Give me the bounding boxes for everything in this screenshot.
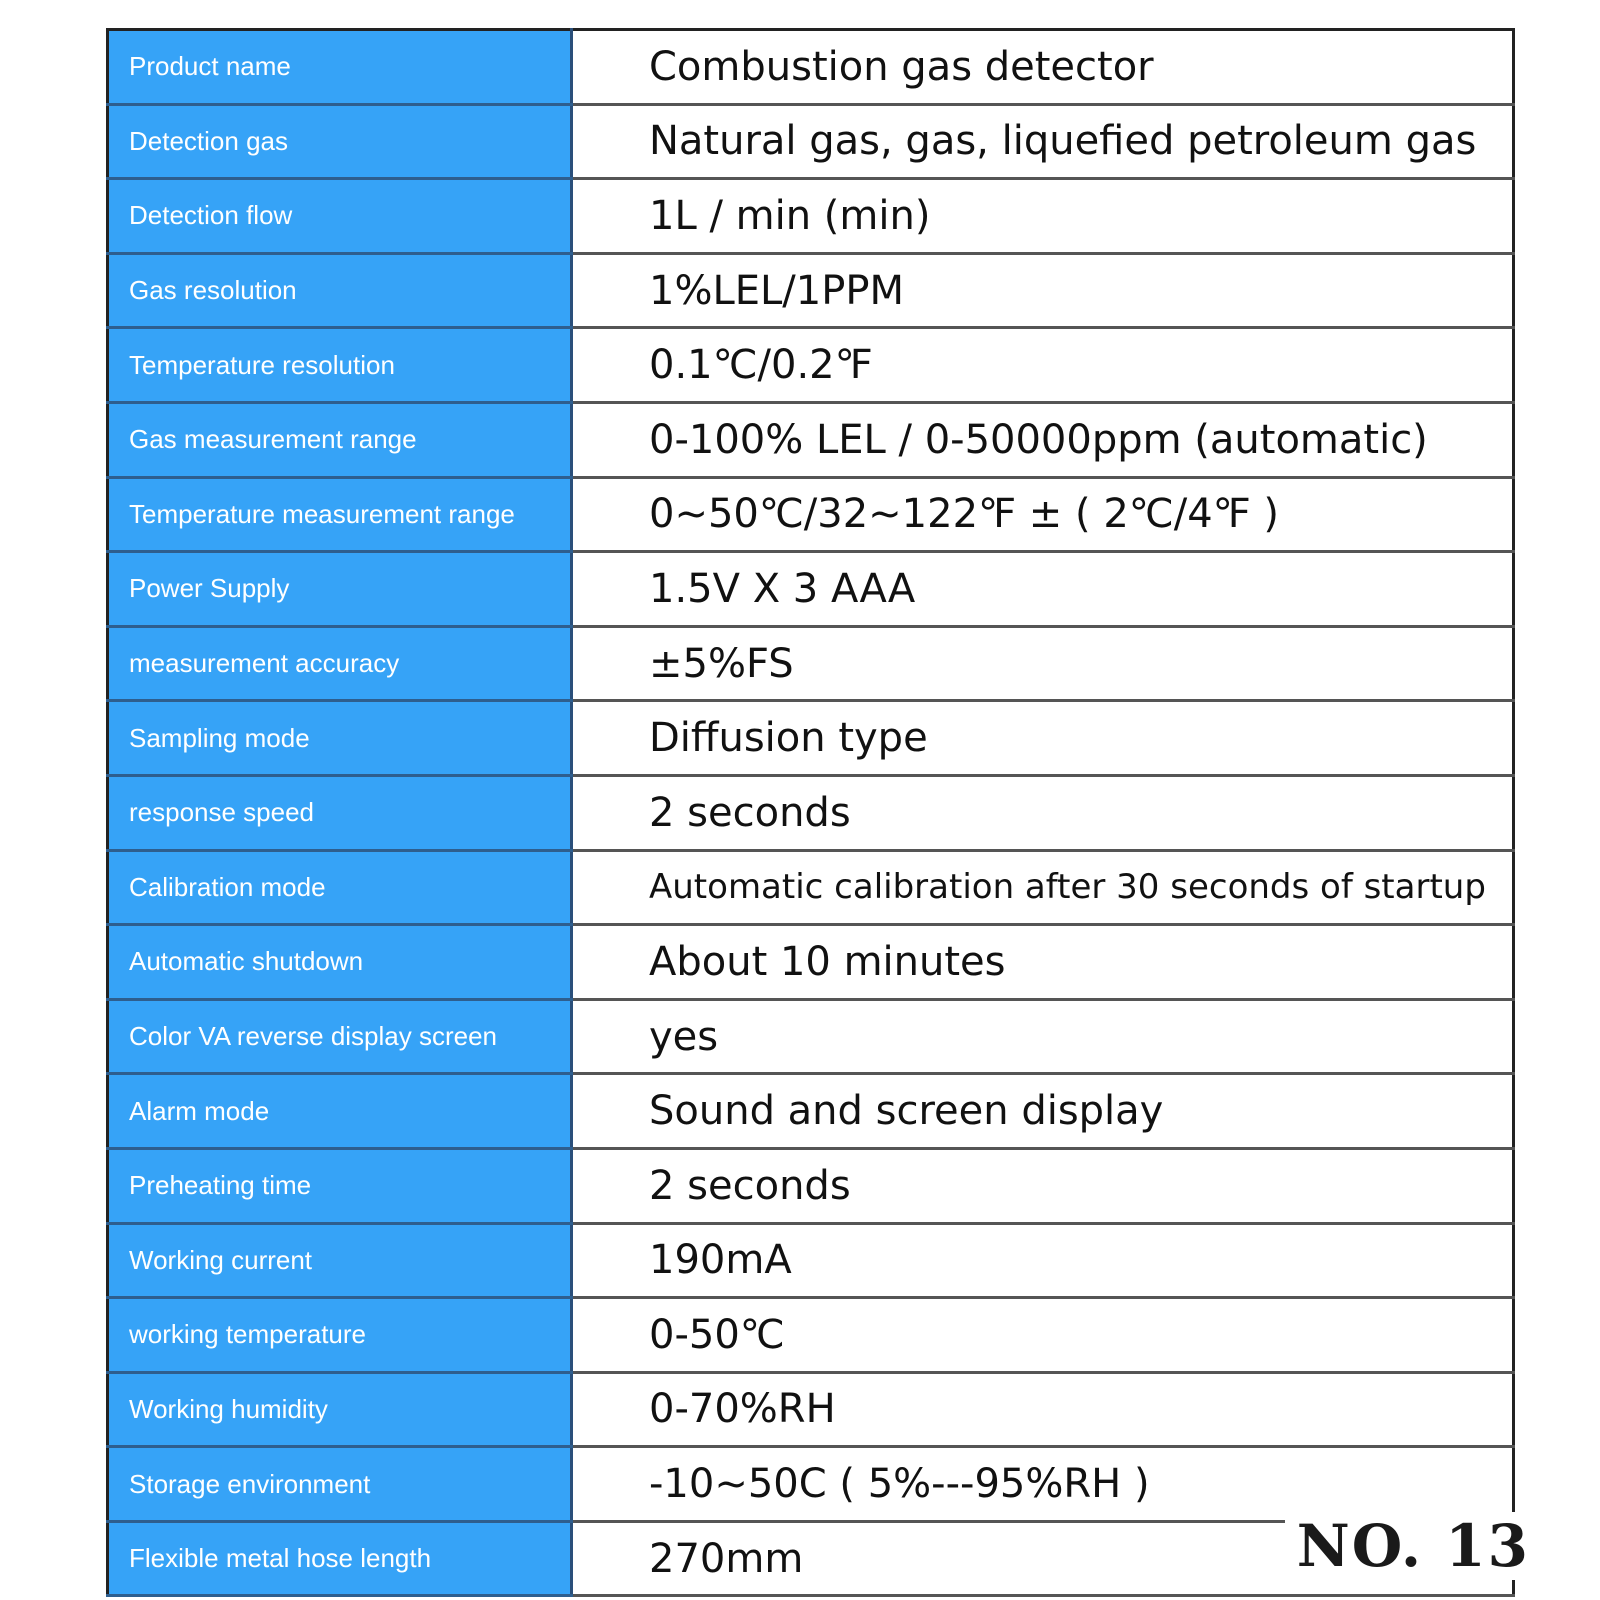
spec-value: 190mA — [572, 1223, 1514, 1298]
spec-value: 2 seconds — [572, 1148, 1514, 1223]
spec-label: Detection gas — [108, 104, 572, 179]
table-row — [108, 477, 1514, 552]
table-row — [108, 30, 1514, 105]
table-row — [108, 1447, 1514, 1522]
table-row — [108, 253, 1514, 328]
spec-label: Working current — [108, 1223, 572, 1298]
spec-label: Temperature resolution — [108, 328, 572, 403]
spec-value: 0~50℃/32~122℉ ± ( 2℃/4℉ ) — [572, 477, 1514, 552]
spec-label: Detection flow — [108, 179, 572, 254]
table-row — [108, 925, 1514, 1000]
spec-label: Gas resolution — [108, 253, 572, 328]
spec-label: Color VA reverse display screen — [108, 999, 572, 1074]
spec-value: 1%LEL/1PPM — [572, 253, 1514, 328]
table-row — [108, 626, 1514, 701]
table-row — [108, 552, 1514, 627]
spec-value: About 10 minutes — [572, 925, 1514, 1000]
number-stamp: NO. 13 — [1285, 1512, 1542, 1580]
spec-label: working temperature — [108, 1298, 572, 1373]
spec-label: Working humidity — [108, 1372, 572, 1447]
table-row — [108, 775, 1514, 850]
spec-value: Diffusion type — [572, 701, 1514, 776]
spec-label: response speed — [108, 775, 572, 850]
spec-label: Sampling mode — [108, 701, 572, 776]
spec-value: ±5%FS — [572, 626, 1514, 701]
spec-label: Preheating time — [108, 1148, 572, 1223]
spec-label: Product name — [108, 30, 572, 105]
spec-value: Sound and screen display — [572, 1074, 1514, 1149]
table-row — [108, 328, 1514, 403]
spec-value: 2 seconds — [572, 775, 1514, 850]
spec-value: Automatic calibration after 30 seconds of startup — [572, 850, 1514, 925]
spec-value: 270mm — [572, 1521, 1514, 1596]
spec-label: Gas measurement range — [108, 402, 572, 477]
spec-label: Storage environment — [108, 1447, 572, 1522]
spec-label: Temperature measurement range — [108, 477, 572, 552]
spec-label: measurement accuracy — [108, 626, 572, 701]
spec-label: Power Supply — [108, 552, 572, 627]
spec-value: 0-50℃ — [572, 1298, 1514, 1373]
table-row — [108, 179, 1514, 254]
spec-value: 0-70%RH — [572, 1372, 1514, 1447]
table-row — [108, 701, 1514, 776]
spec-value: -10~50C ( 5%---95%RH ) — [572, 1447, 1514, 1522]
spec-value: yes — [572, 999, 1514, 1074]
table-row — [108, 1372, 1514, 1447]
spec-label: Calibration mode — [108, 850, 572, 925]
table-row — [108, 104, 1514, 179]
table-row — [108, 850, 1514, 925]
spec-label: Automatic shutdown — [108, 925, 572, 1000]
table-row — [108, 402, 1514, 477]
spec-value: 0-100% LEL / 0-50000ppm (automatic) — [572, 402, 1514, 477]
spec-value: Natural gas, gas, liquefied petroleum gas — [572, 104, 1514, 179]
spec-label: Flexible metal hose length — [108, 1521, 572, 1596]
table-row — [108, 1148, 1514, 1223]
spec-table — [106, 28, 1515, 1597]
table-row — [108, 1074, 1514, 1149]
spec-value: Combustion gas detector — [572, 30, 1514, 105]
table-row — [108, 999, 1514, 1074]
spec-value: 0.1℃/0.2℉ — [572, 328, 1514, 403]
spec-value: 1L / min (min) — [572, 179, 1514, 254]
spec-value: 1.5V X 3 AAA — [572, 552, 1514, 627]
table-row — [108, 1223, 1514, 1298]
table-row — [108, 1298, 1514, 1373]
spec-label: Alarm mode — [108, 1074, 572, 1149]
